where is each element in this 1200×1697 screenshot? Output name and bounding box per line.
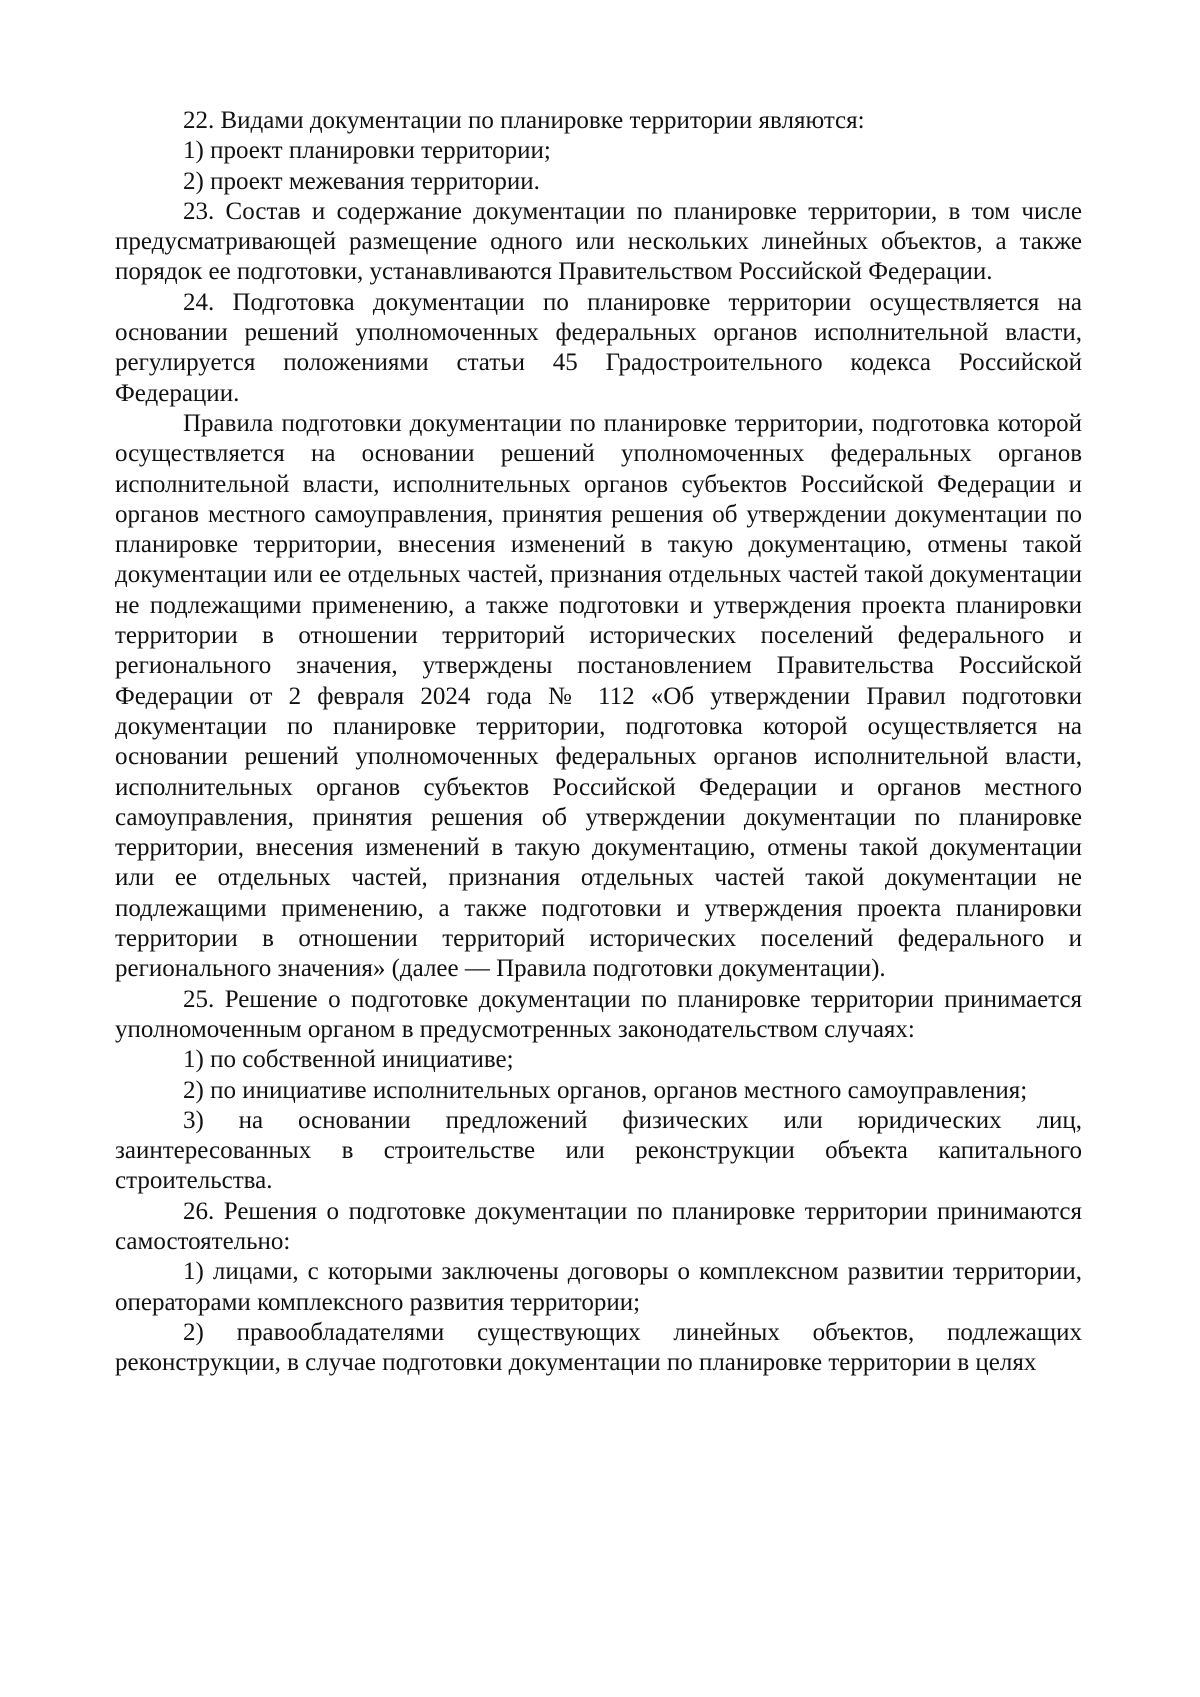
paragraph-22: 22. Видами документации по планировке территории являются: xyxy=(183,107,865,134)
list-item-25-2: 2) по инициативе исполнительных органов, органов местного самоуправления; xyxy=(183,1076,1028,1104)
paragraph-26: 26. Решения о подготовке документации по планировке территории принимаются самостоятельно: xyxy=(115,1197,1082,1255)
paragraph-23: 23. Состав и содержание документации по планировке территории, в том числе предусматривающей размещение одного или нескольких линейных объектов, а также порядок ее подготовки, устанавливаются Правительством Российской Федерации. xyxy=(115,197,1082,286)
list-item-26-2: 2) правообладателями существующих линейных объектов, подлежащих реконструкции, в случае подготовки документации по планировке территории в целях xyxy=(115,1318,1082,1377)
list-item-25-1: 1) по собственной инициативе; xyxy=(183,1046,514,1074)
list-item-26-1: 1) лицами, с которыми заключены договоры о комплексном развитии территории, операторами комплексного развития территории; xyxy=(115,1258,1082,1316)
list-item-25-3: 3) на основании предложений физических или юридических лиц, заинтересованных в строительстве или реконструкции объекта капитального строительства. xyxy=(115,1106,1082,1195)
list-item-22-1: 1) проект планировки территории; xyxy=(183,137,551,165)
paragraph-25: 25. Решение о подготовке документации по планировке территории принимается уполномоченным органом в предусмотренных законодательством случаях: xyxy=(115,985,1082,1043)
paragraph-rules: Правила подготовки документации по планировке территории, подготовка которой осуществляется на основании решений уполномоченных федеральных органов исполнительной власти, исполнительных органов субъектов Российской Федерации и органов местного самоуправления, принятия решения об утверждении документации по планировке территории, внесения изменений в такую документацию, отмены такой документации или ее отдельных частей, признания отдельных частей такой документации не подлежащими применению, а также подготовки и утверждения проекта планировки территории в отношении территорий исторических поселений федерального и регионального значения, утверждены постановлением Правительства Российской Федерации от 2 февраля 2024 года № 112 «Об утверждении Правил подготовки документации по планировке территории, подготовка которой осуществляется на основании решений уполномоченных федеральных органов исполнительной власти, исполнительных органов субъектов Российской Федерации и органов местного самоуправления, принятия решения об утверждении документации по планировке территории, внесения изменений в такую документацию, отмены такой документации или ее отдельных частей, признания отдельных частей такой документации не подлежащими применению, а также подготовки и утверждения проекта планировки территории в отношении территорий исторических поселений федерального и регионального значения» (далее — Правила подготовки документации). xyxy=(115,409,1082,983)
paragraph-24: 24. Подготовка документации по планировке территории осуществляется на основании решений уполномоченных федеральных органов исполнительной власти, регулируется положениями статьи 45 Градостроительного кодекса Российской Федерации. xyxy=(115,288,1082,407)
list-item-22-2: 2) проект межевания территории. xyxy=(183,167,540,195)
document-page xyxy=(115,106,1082,1378)
